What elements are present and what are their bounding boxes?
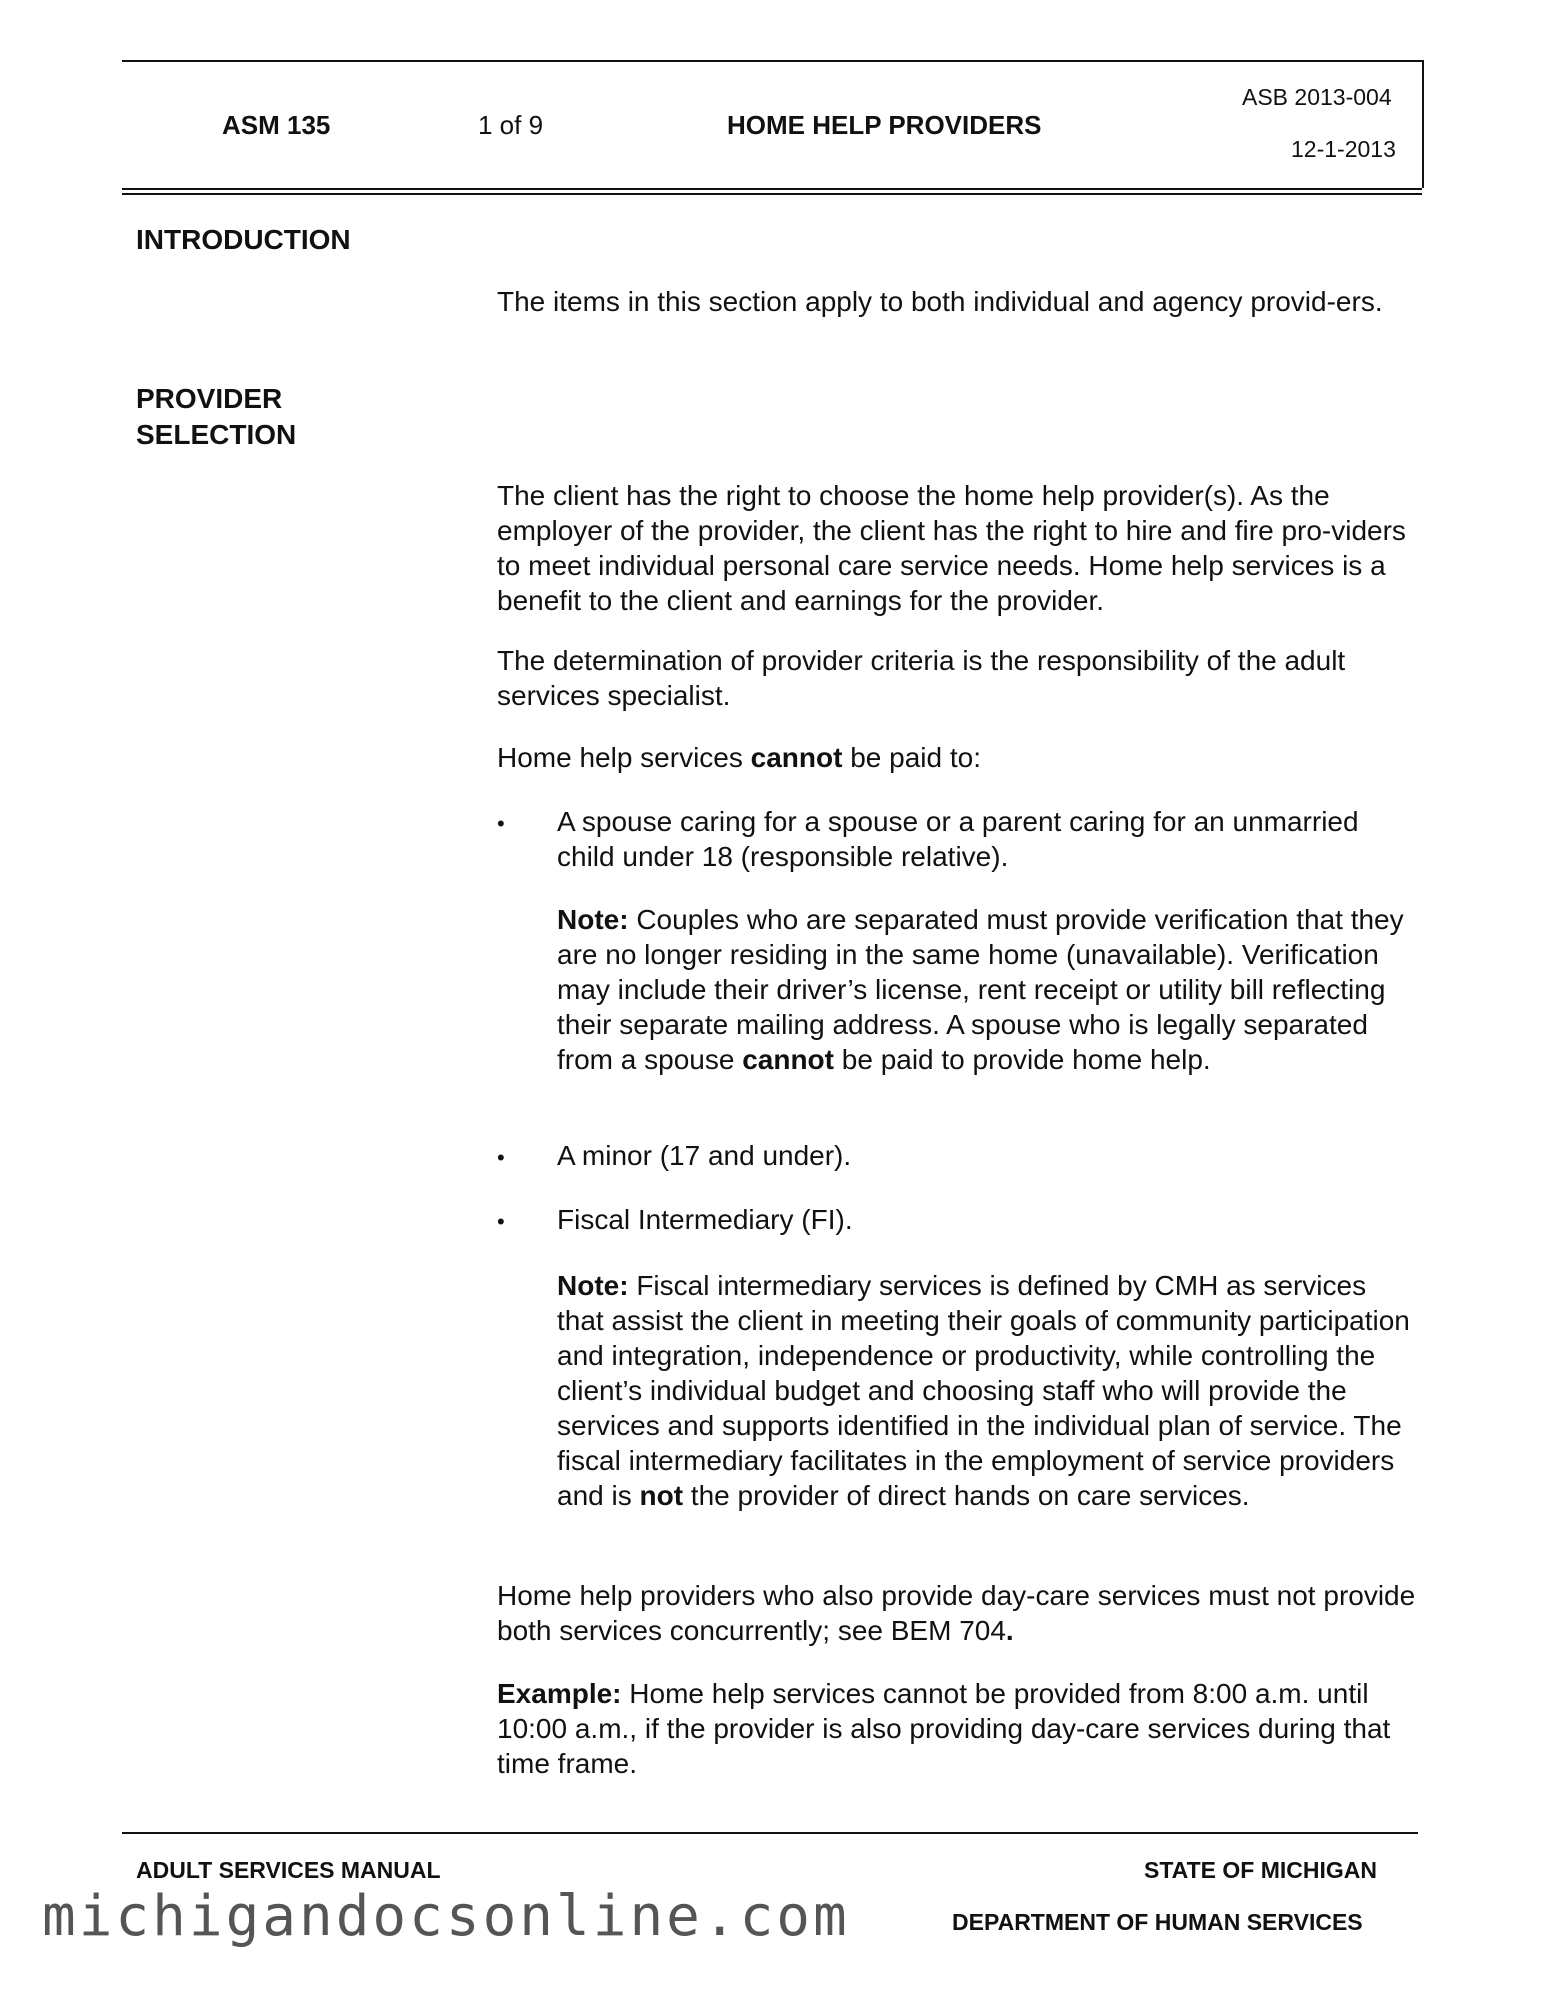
cannot-be-paid-text [497,740,1417,775]
bullet-marker: • [497,1145,505,1170]
bullet-marker: • [497,1209,505,1234]
footer-state: STATE OF MICHIGAN [1144,1857,1377,1883]
day-care-end: . [1005,1615,1014,1646]
note-1-bold: cannot [742,1044,834,1075]
manual-id: ASM 135 [222,110,331,140]
header-bottom-rule [122,188,1422,190]
paragraph-criteria [497,643,1417,713]
paragraph-day-care [497,1578,1417,1648]
header-top-rule [122,60,1422,62]
note-separated-couples [557,902,1417,1077]
example-label: Example: [497,1678,622,1709]
header-right-rule [1422,60,1424,188]
note-1-label: Note: [557,904,629,935]
note-1-post: be paid to provide home help. [833,1044,1211,1075]
note-2-bold: not [639,1480,684,1511]
note-2-body: Fiscal intermediary services is defined by CMH as services that assist the client in meeting their goals of community participation and integration, independence or productivity, while controlling the client’s individual budget and choosing staff who will provide the services and supports identified in the individual plan of service. The fiscal intermediary facilitates in the employment of service providers and is [557,1270,1410,1511]
footer-department: DEPARTMENT OF HUMAN SERVICES [952,1909,1363,1935]
note-1-text [557,902,1417,1077]
footer-rule [122,1832,1418,1834]
note-2-text [557,1268,1417,1513]
introduction-paragraph: The items in this section apply to both individual and agency provid-ers. [497,286,1383,317]
bullet-spouse-text: A spouse caring for a spouse or a parent caring for an unmarried child under 18 (responsible relative). [557,806,1359,872]
effective-date: 12-1-2013 [1291,136,1396,162]
cannot-pre: Home help services [497,742,751,773]
cannot-post: be paid to: [842,742,981,773]
bullet-minor-text: A minor (17 and under). [557,1140,852,1171]
example-text [497,1676,1417,1781]
paragraph-cannot-be-paid [497,740,1417,775]
bullet-item-fiscal-intermediary [557,1202,1417,1237]
footer-manual-name: ADULT SERVICES MANUAL [136,1857,441,1883]
note-2-post: the provider of direct hands on care services. [683,1480,1250,1511]
heading-line-1: PROVIDER [136,383,283,414]
client-rights-text: The client has the right to choose the home help provider(s). As the employer of the provider, the client has the right to hire and fire pro-viders to meet individual personal care service needs. Home help services is a benefit to the client and earnings for the provider. [497,480,1406,616]
example-body: Home help services cannot be provided from 8:00 a.m. until 10:00 a.m., if the provider is also providing day-care services during that time frame. [497,1678,1391,1779]
section-heading-introduction: INTRODUCTION [136,224,351,255]
day-care-text [497,1578,1417,1648]
note-fiscal-intermediary [557,1268,1417,1513]
document-title: HOME HELP PROVIDERS [727,110,1042,140]
header-bottom-rule-double [122,193,1422,195]
note-2-label: Note: [557,1270,629,1301]
cannot-bold: cannot [750,742,843,773]
page-number: 1 of 9 [478,110,544,140]
day-care-body: Home help providers who also provide day-care services must not provide both services concurrently; see BEM 704 [497,1580,1416,1646]
introduction-text [497,284,1417,319]
bullet-item-minor [557,1138,1417,1173]
bulletin-number: ASB 2013-004 [1242,84,1392,110]
bullet-item-spouse [557,804,1417,874]
criteria-text: The determination of provider criteria is the responsibility of the adult services specialist. [497,645,1346,711]
section-heading-provider-selection [136,381,296,453]
bullet-fi-text: Fiscal Intermediary (FI). [557,1204,853,1235]
paragraph-example [497,1676,1417,1781]
bullet-marker: • [497,811,505,836]
note-1-body: Couples who are separated must provide verification that they are no longer residing in the same home (unavailable). Verification may include their driver’s license, rent receipt or utility bill reflecting their separate mailing address. A spouse who is legally separated from a spouse [557,904,1404,1075]
site-watermark: michigandocsonline.com [42,1884,850,1949]
heading-line-2: SELECTION [136,419,297,450]
paragraph-client-rights [497,478,1417,618]
